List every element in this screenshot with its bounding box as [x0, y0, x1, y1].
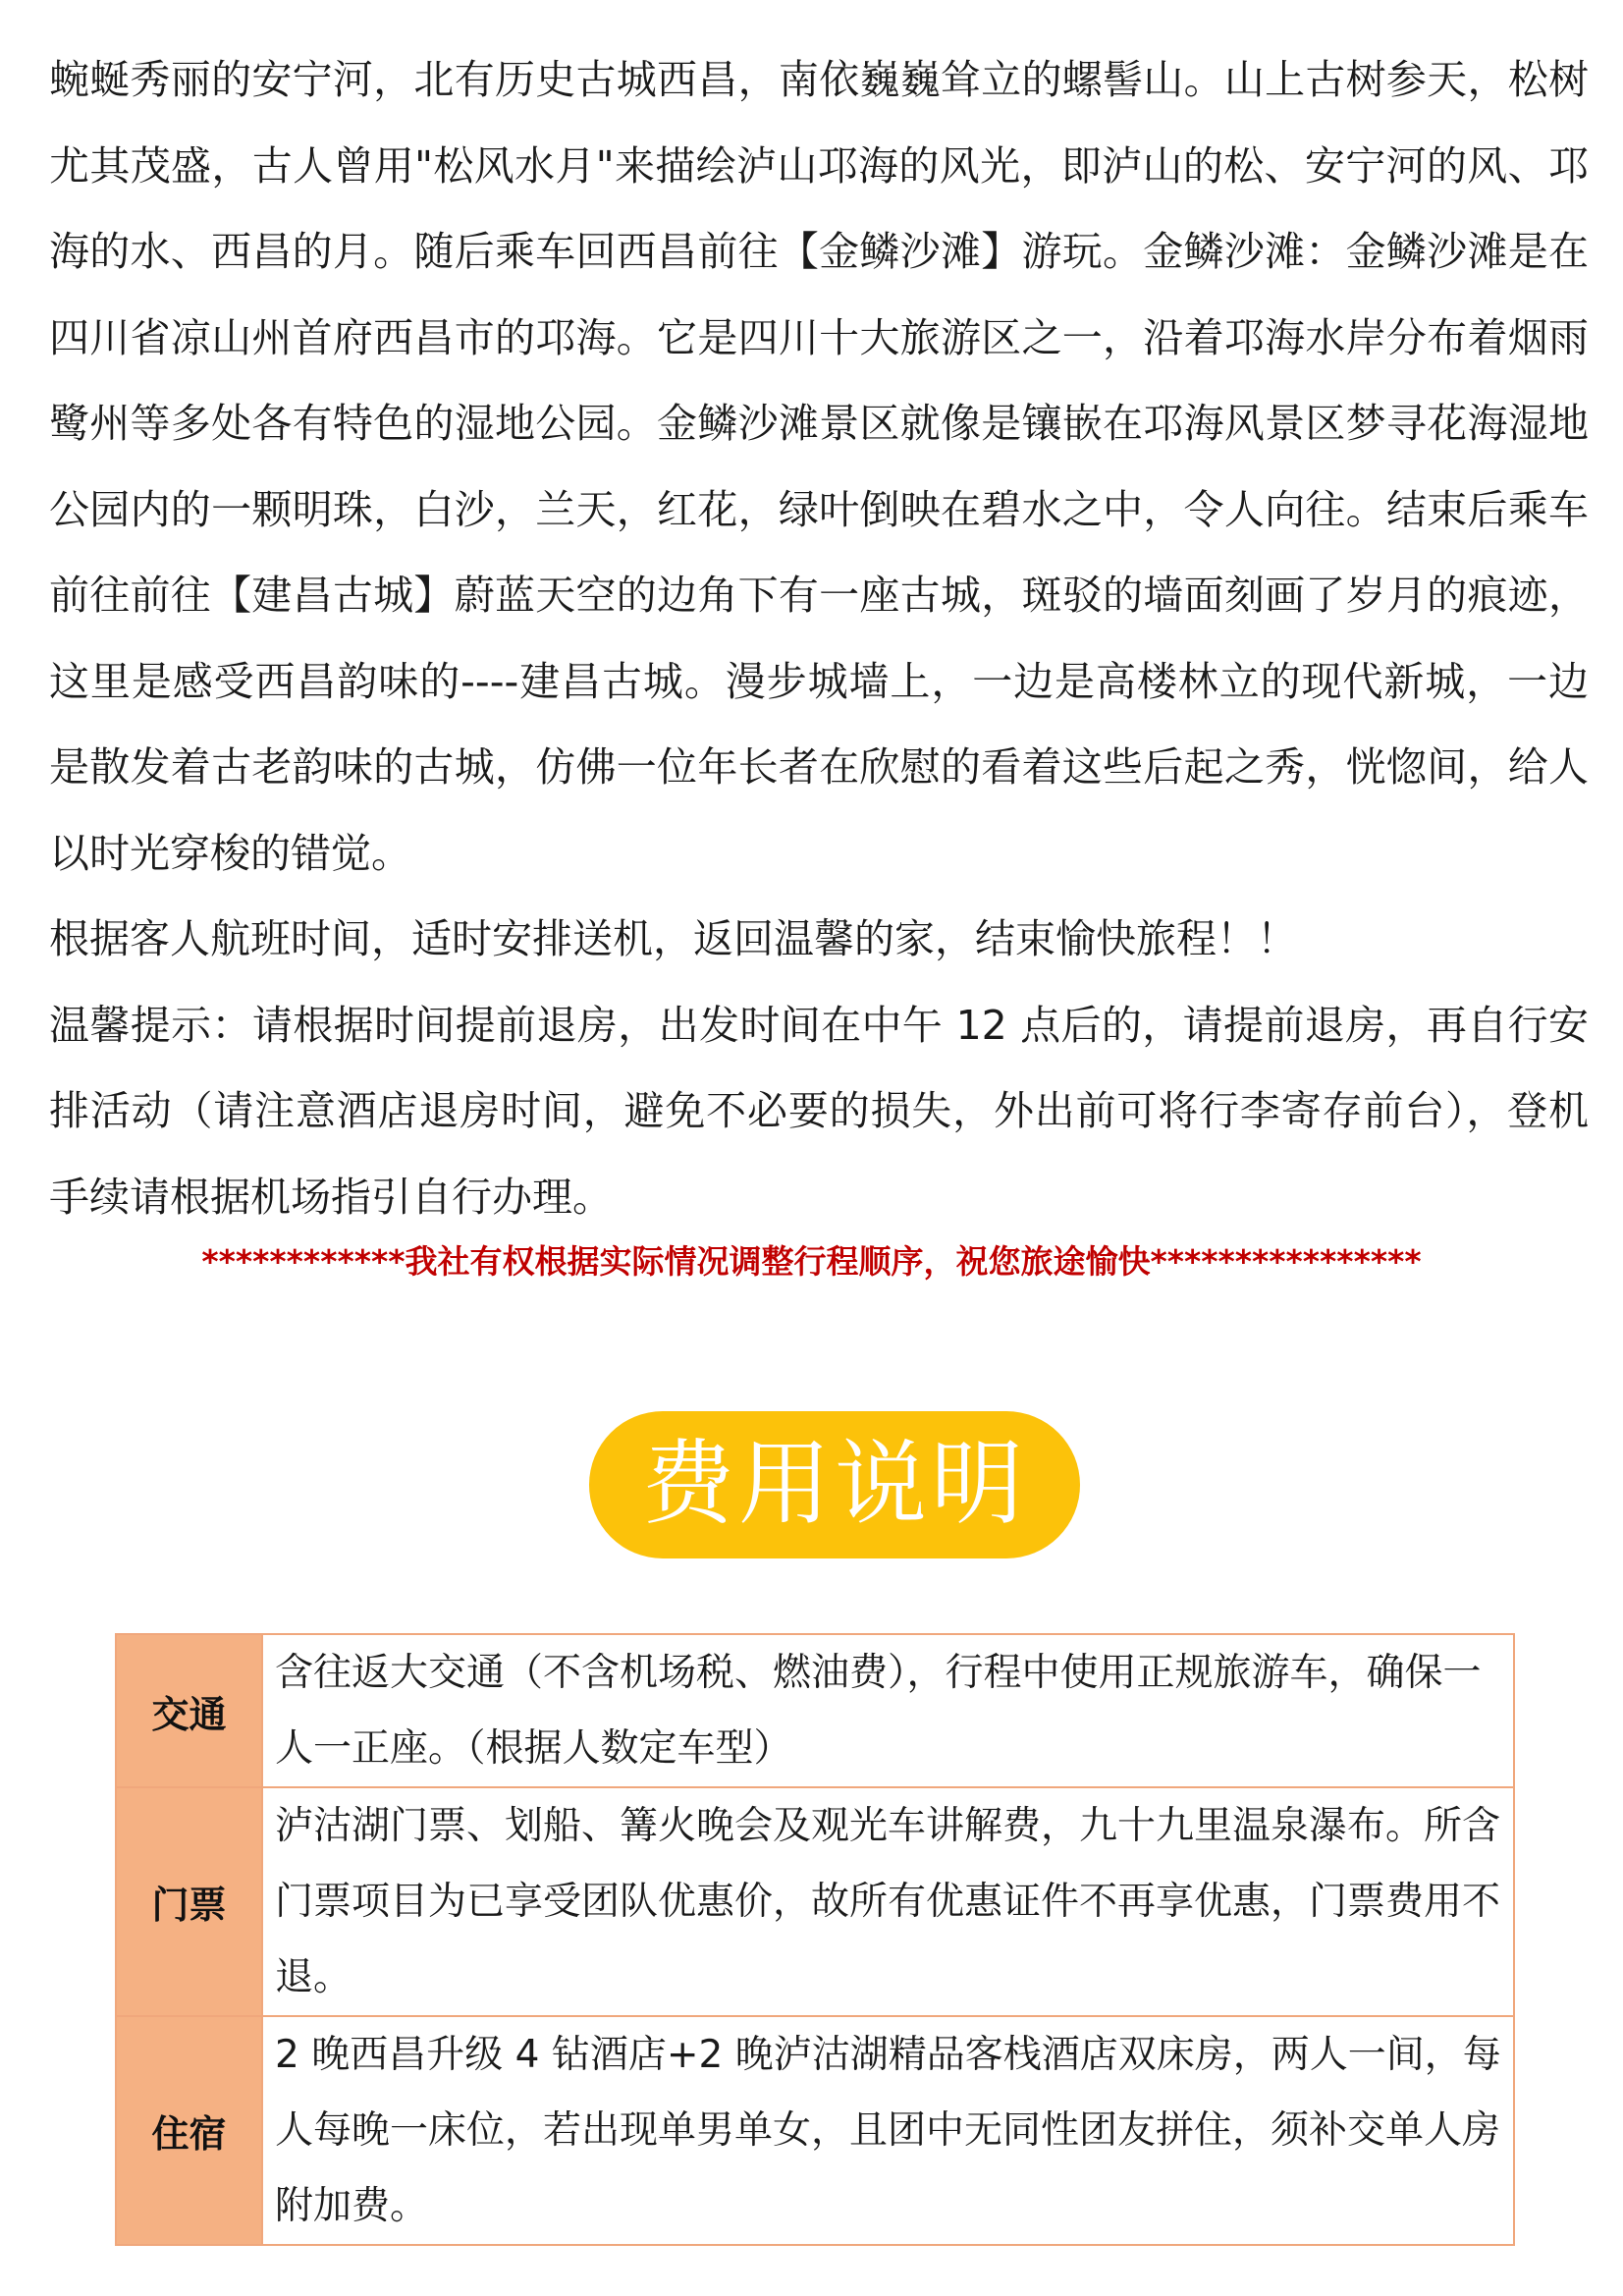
- fee-table: [115, 1633, 1515, 2246]
- fee-category: 交通: [116, 1634, 262, 1787]
- table-row: [116, 2016, 1514, 2245]
- itinerary-paragraph: 根据客人航班时间，适时安排送机，返回温馨的家，结束愉快旅程！！: [49, 915, 1297, 962]
- table-row: [116, 1787, 1514, 2016]
- fee-category: 门票: [116, 1787, 262, 2016]
- fee-description: 泸沽湖门票、划船、篝火晚会及观光车讲解费，九十九里温泉瀑布。所含门票项目为已享受团队优惠价，故所有优惠证件不再享优惠，门票费用不退。: [262, 1787, 1514, 2016]
- schedule-notice: ************我社有权根据实际情况调整行程顺序，祝您旅途愉快****************: [201, 1242, 1422, 1281]
- table-row: [116, 1634, 1514, 1787]
- itinerary-text: [49, 37, 1589, 1240]
- itinerary-paragraph: 蜿蜒秀丽的安宁河，北有历史古城西昌，南依巍巍耸立的螺髻山。山上古树参天，松树尤其茂盛，古人曾用"松风水月"来描绘泸山邛海的风光，即泸山的松、安宁河的风、邛海的水、西昌的月。随后乘车回西昌前往【金鳞沙滩】游玩。金鳞沙滩：金鳞沙滩是在四川省凉山州首府西昌市的邛海。它是四川十大旅游区之一，沿着邛海水岸分布着烟雨鹭州等多处各有特色的湿地公园。金鳞沙滩景区就像是镶嵌在邛海风景区梦寻花海湿地公园内的一颗明珠，白沙，兰天，红花，绿叶倒映在碧水之中，令人向往。结束后乘车前往前往【建昌古城】蔚蓝天空的边角下有一座古城，斑驳的墙面刻画了岁月的痕迹，这里是感受西昌韵味的----建昌古城。漫步城墙上，一边是高楼林立的现代新城，一边是散发着古老韵味的古城，仿佛一位年长者在欣慰的看着这些后起之秀，恍惚间，给人以时光穿梭的错觉。: [49, 56, 1589, 877]
- fee-category: 住宿: [116, 2016, 262, 2245]
- itinerary-paragraph: 温馨提示：请根据时间提前退房，出发时间在中午 12 点后的，请提前退房，再自行安排活动（请注意酒店退房时间，避免不必要的损失，外出前可将行李寄存前台），登机手续请根据机场指引自行办理。: [49, 1001, 1589, 1221]
- fee-description: 含往返大交通（不含机场税、燃油费），行程中使用正规旅游车，确保一人一正座。（根据人数定车型）: [262, 1634, 1514, 1787]
- fee-description: 2 晚西昌升级 4 钻酒店+2 晚泸沽湖精品客栈酒店双床房，两人一间，每人每晚一床位，若出现单男单女，且团中无同性团友拼住，须补交单人房附加费。: [262, 2016, 1514, 2245]
- fee-section-title: 费用说明: [589, 1411, 1080, 1558]
